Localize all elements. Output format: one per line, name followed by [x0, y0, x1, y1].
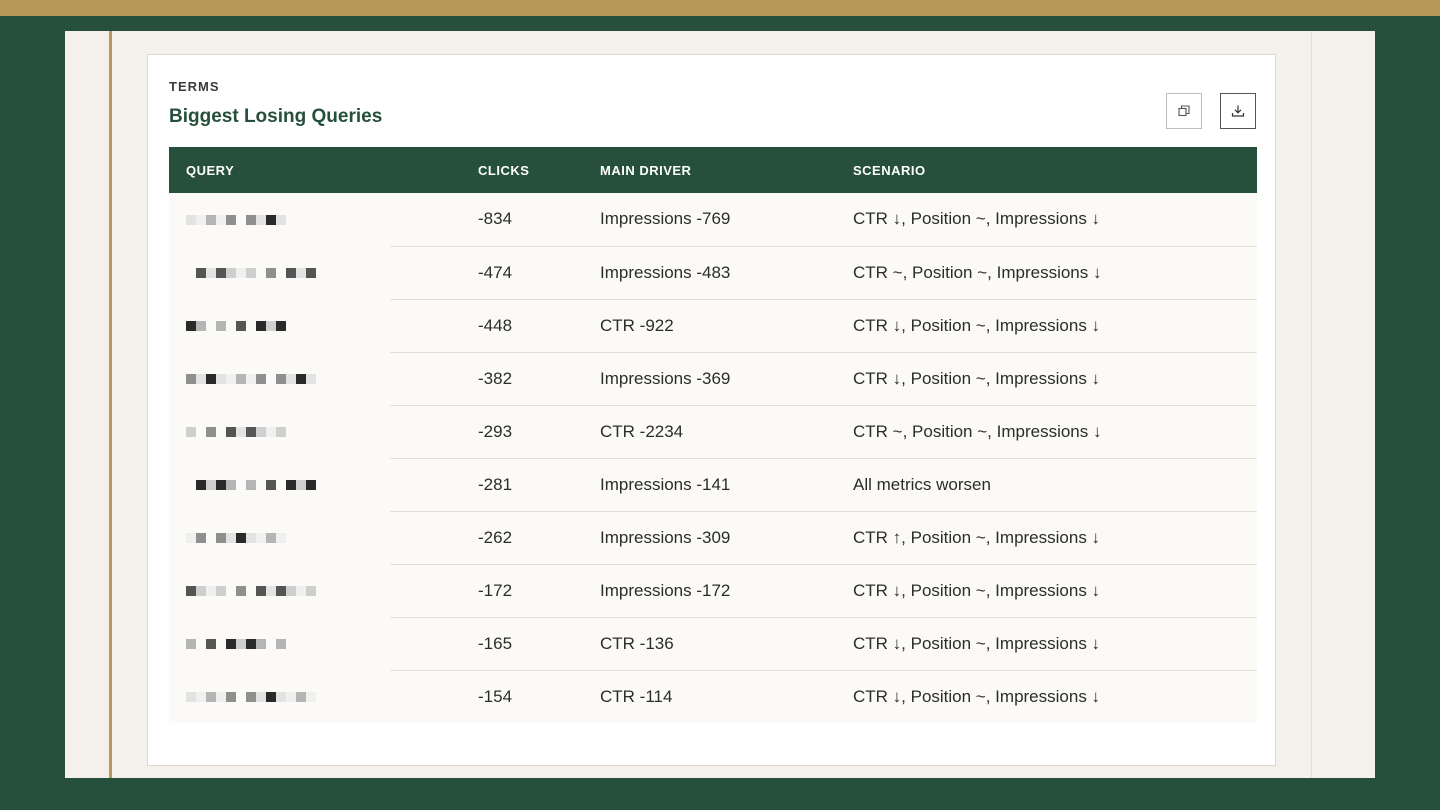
redaction-block	[216, 374, 226, 384]
download-button[interactable]	[1220, 93, 1256, 129]
redaction-block	[276, 692, 286, 702]
redaction-block	[226, 321, 236, 331]
redaction-block	[246, 321, 256, 331]
clicks-cell: -834	[478, 193, 600, 246]
redaction-block	[306, 586, 316, 596]
table-row[interactable]	[169, 511, 1257, 564]
losing-queries-card	[147, 54, 1276, 766]
gold-divider	[109, 31, 112, 778]
redaction-block	[266, 692, 276, 702]
clicks-cell: -281	[478, 458, 600, 511]
redaction-block	[266, 215, 276, 225]
redaction-block	[246, 533, 256, 543]
redacted-query-pixels	[186, 266, 316, 280]
redaction-block	[296, 586, 306, 596]
redaction-block	[206, 586, 216, 596]
redaction-block	[276, 374, 286, 384]
header-scenario[interactable]: SCENARIO	[853, 162, 926, 178]
redacted-query-pixels	[186, 637, 286, 651]
redaction-block	[306, 480, 316, 490]
redaction-block	[276, 321, 286, 331]
redaction-block	[196, 215, 206, 225]
table-row[interactable]	[169, 299, 1257, 352]
redaction-block	[276, 533, 286, 543]
scenario-cell: CTR ~, Position ~, Impressions ↓	[853, 405, 1257, 458]
redaction-block	[206, 215, 216, 225]
redaction-block	[216, 692, 226, 702]
redaction-block	[256, 533, 266, 543]
query-cell-redacted	[169, 246, 478, 299]
redaction-block	[226, 639, 236, 649]
redaction-block	[246, 639, 256, 649]
redacted-query-pixels	[186, 213, 286, 227]
redaction-block	[226, 586, 236, 596]
redaction-block	[256, 215, 266, 225]
redaction-block	[186, 480, 196, 490]
redaction-block	[186, 374, 196, 384]
scenario-cell: CTR ↓, Position ~, Impressions ↓	[853, 193, 1257, 246]
redaction-block	[236, 427, 246, 437]
redaction-block	[186, 427, 196, 437]
redaction-block	[266, 533, 276, 543]
header-clicks[interactable]: CLICKS	[478, 162, 530, 178]
redaction-block	[196, 639, 206, 649]
main-driver-cell: CTR -922	[600, 299, 853, 352]
clicks-cell: -154	[478, 686, 513, 706]
scenario-cell: CTR ↓, Position ~, Impressions ↓	[853, 564, 1257, 617]
query-cell-redacted	[169, 193, 478, 246]
redaction-block	[286, 268, 296, 278]
redaction-block	[236, 480, 246, 490]
redaction-block	[186, 215, 196, 225]
redaction-block	[236, 268, 246, 278]
main-driver-cell: CTR -136	[600, 617, 853, 670]
redacted-query-pixels	[186, 372, 316, 386]
header-main-driver[interactable]: MAIN DRIVER	[600, 162, 692, 178]
redaction-block	[246, 692, 256, 702]
redaction-block	[226, 427, 236, 437]
copy-icon	[1177, 104, 1191, 118]
redaction-block	[216, 533, 226, 543]
redaction-block	[196, 427, 206, 437]
redaction-block	[186, 533, 196, 543]
redaction-block	[256, 321, 266, 331]
redacted-query-pixels	[186, 690, 316, 704]
main-driver-cell: Impressions -769	[600, 193, 853, 246]
redaction-block	[276, 480, 286, 490]
redaction-block	[206, 374, 216, 384]
redaction-block	[236, 692, 246, 702]
table-row[interactable]	[169, 458, 1257, 511]
query-cell-redacted	[169, 352, 478, 405]
main-driver-cell: Impressions -483	[600, 246, 853, 299]
redaction-block	[196, 374, 206, 384]
table-row[interactable]	[169, 352, 1257, 405]
scenario-cell: CTR ↓, Position ~, Impressions ↓	[853, 686, 1101, 706]
redaction-block	[256, 586, 266, 596]
redaction-block	[306, 268, 316, 278]
top-accent-bar	[0, 0, 1440, 16]
losing-queries-table	[169, 147, 1257, 723]
redaction-block	[226, 374, 236, 384]
redaction-block	[236, 533, 246, 543]
redaction-block	[266, 586, 276, 596]
redaction-block	[236, 586, 246, 596]
table-row[interactable]	[169, 564, 1257, 617]
redaction-block	[256, 374, 266, 384]
clicks-cell: -262	[478, 511, 600, 564]
redaction-block	[196, 321, 206, 331]
redaction-block	[266, 427, 276, 437]
query-cell-redacted	[169, 670, 478, 723]
redaction-block	[236, 215, 246, 225]
table-row[interactable]	[169, 246, 1257, 299]
scenario-cell: CTR ↓, Position ~, Impressions ↓	[853, 299, 1257, 352]
redaction-block	[246, 268, 256, 278]
main-driver-cell: Impressions -141	[600, 458, 853, 511]
table-row[interactable]	[169, 617, 1257, 670]
redaction-block	[306, 374, 316, 384]
redaction-block	[256, 427, 266, 437]
redaction-block	[246, 427, 256, 437]
clicks-cell: -382	[478, 352, 600, 405]
scenario-cell: CTR ~, Position ~, Impressions ↓	[853, 246, 1257, 299]
redaction-block	[206, 268, 216, 278]
redaction-block	[246, 374, 256, 384]
redaction-block	[286, 692, 296, 702]
redaction-block	[186, 639, 196, 649]
section-eyebrow: TERMS	[169, 79, 220, 94]
redaction-block	[266, 480, 276, 490]
clicks-cell: -172	[478, 564, 600, 617]
query-cell-redacted	[169, 564, 478, 617]
scenario-cell: All metrics worsen	[853, 458, 1257, 511]
redaction-block	[186, 692, 196, 702]
redaction-block	[226, 480, 236, 490]
redaction-block	[276, 427, 286, 437]
table-header-row	[169, 147, 1257, 193]
redaction-block	[226, 692, 236, 702]
redaction-block	[236, 374, 246, 384]
redacted-query-pixels	[186, 584, 316, 598]
redaction-block	[186, 321, 196, 331]
redaction-block	[256, 268, 266, 278]
query-cell-redacted	[169, 458, 478, 511]
redaction-block	[276, 586, 286, 596]
redaction-block	[246, 480, 256, 490]
right-divider	[1311, 31, 1312, 778]
redacted-query-pixels	[186, 478, 316, 492]
redaction-block	[196, 268, 206, 278]
page-panel	[65, 31, 1375, 778]
download-icon	[1231, 104, 1245, 118]
redaction-block	[296, 374, 306, 384]
redaction-block	[266, 268, 276, 278]
redaction-block	[276, 268, 286, 278]
redaction-block	[216, 639, 226, 649]
redaction-block	[226, 215, 236, 225]
redaction-block	[256, 692, 266, 702]
redaction-block	[186, 586, 196, 596]
redaction-block	[246, 215, 256, 225]
redaction-block	[266, 639, 276, 649]
clicks-cell: -474	[478, 246, 600, 299]
redaction-block	[276, 639, 286, 649]
query-cell-redacted	[169, 405, 478, 458]
redaction-block	[216, 480, 226, 490]
main-driver-cell: Impressions -369	[600, 352, 853, 405]
redaction-block	[206, 480, 216, 490]
redaction-block	[266, 321, 276, 331]
redaction-block	[216, 268, 226, 278]
table-row[interactable]	[169, 670, 1257, 723]
redaction-block	[296, 268, 306, 278]
redaction-block	[226, 533, 236, 543]
redaction-block	[206, 639, 216, 649]
redaction-block	[306, 692, 316, 702]
redaction-block	[256, 639, 266, 649]
main-driver-cell: Impressions -172	[600, 564, 853, 617]
redaction-block	[196, 480, 206, 490]
section-title: Biggest Losing Queries	[169, 106, 383, 127]
redaction-block	[216, 321, 226, 331]
clicks-cell: -448	[478, 299, 600, 352]
redaction-block	[266, 374, 276, 384]
redaction-block	[246, 586, 256, 596]
redacted-query-pixels	[186, 425, 286, 439]
clicks-cell: -293	[478, 405, 600, 458]
redaction-block	[256, 480, 266, 490]
scenario-cell: CTR ↑, Position ~, Impressions ↓	[853, 511, 1257, 564]
redaction-block	[216, 586, 226, 596]
main-driver-cell: Impressions -309	[600, 511, 853, 564]
redaction-block	[206, 533, 216, 543]
redaction-block	[196, 586, 206, 596]
redaction-block	[206, 692, 216, 702]
clicks-cell: -165	[478, 617, 600, 670]
copy-button[interactable]	[1166, 93, 1202, 129]
query-cell-redacted	[169, 299, 478, 352]
redaction-block	[236, 321, 246, 331]
redaction-block	[286, 586, 296, 596]
scenario-cell: CTR ↓, Position ~, Impressions ↓	[853, 352, 1257, 405]
redaction-block	[216, 427, 226, 437]
main-driver-cell: CTR -2234	[600, 405, 853, 458]
redaction-block	[276, 215, 286, 225]
redaction-block	[286, 374, 296, 384]
redacted-query-pixels	[186, 319, 286, 333]
redaction-block	[206, 427, 216, 437]
redaction-block	[216, 215, 226, 225]
header-query[interactable]: QUERY	[186, 162, 235, 178]
redaction-block	[206, 321, 216, 331]
query-cell-redacted	[169, 617, 478, 670]
redaction-block	[286, 480, 296, 490]
scenario-cell: CTR ↓, Position ~, Impressions ↓	[853, 617, 1257, 670]
redaction-block	[296, 480, 306, 490]
redaction-block	[296, 692, 306, 702]
main-driver-cell: CTR -114	[600, 686, 673, 706]
redaction-block	[196, 533, 206, 543]
query-cell-redacted	[169, 511, 478, 564]
redaction-block	[226, 268, 236, 278]
redaction-block	[196, 692, 206, 702]
redacted-query-pixels	[186, 531, 286, 545]
redaction-block	[236, 639, 246, 649]
redaction-block	[186, 268, 196, 278]
table-row[interactable]	[169, 405, 1257, 458]
table-row[interactable]	[169, 193, 1257, 246]
